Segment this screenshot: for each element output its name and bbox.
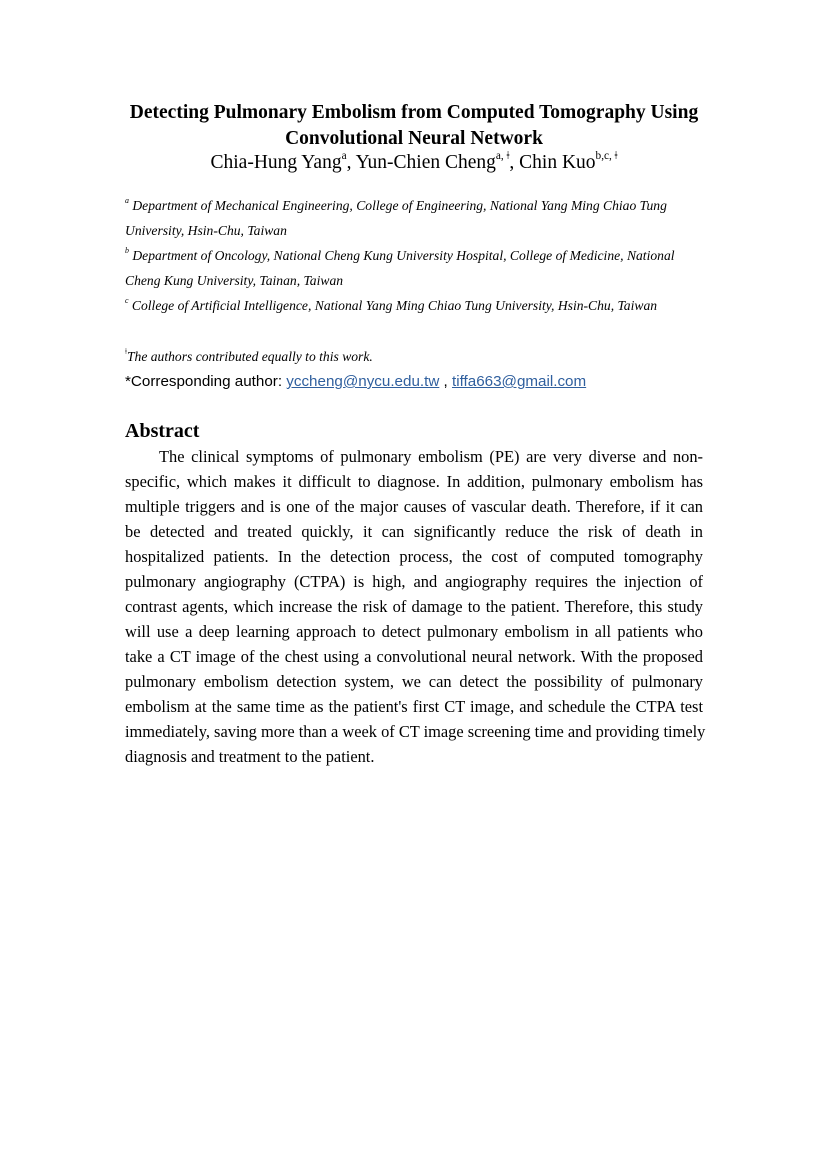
author-affiliation-mark: b,c, ǂ xyxy=(595,149,618,162)
author-name: Chin Kuo xyxy=(519,152,596,173)
note-mark: ǂ xyxy=(125,347,127,357)
title-line-2: Convolutional Neural Network xyxy=(285,128,543,149)
paper-title xyxy=(100,100,728,152)
email-separator: , xyxy=(439,373,452,390)
abstract-line: pulmonary embolism detection system, we can detect the possibility of pulmonary xyxy=(125,672,703,691)
abstract-line: The clinical symptoms of pulmonary embolism (PE) are very diverse and non- xyxy=(159,447,703,466)
abstract-line: hospitalized patients. In the detection process, the cost of computed tomography xyxy=(125,547,703,566)
affiliation-line xyxy=(125,293,715,318)
affiliation-line xyxy=(125,243,715,268)
author-name: Yun-Chien Cheng xyxy=(355,152,496,173)
affiliation-text: Department of Oncology, National Cheng Kung University Hospital, College of Medicine, National xyxy=(132,248,675,263)
affiliation-b xyxy=(125,243,715,293)
abstract-line: specific, which makes it difficult to diagnose. In addition, pulmonary embolism has xyxy=(125,472,703,491)
abstract-line: diagnosis and treatment to the patient. xyxy=(125,747,375,766)
email-link-yccheng[interactable]: yccheng@nycu.edu.tw xyxy=(286,373,440,390)
author-affiliation-mark: a xyxy=(341,149,347,162)
abstract-line: take a CT image of the chest using a convolutional neural network. With the proposed xyxy=(125,647,703,666)
affiliation-c xyxy=(125,293,715,318)
author-separator: , xyxy=(346,152,356,173)
affiliation-mark: a xyxy=(125,196,129,206)
equal-contribution-note xyxy=(125,344,373,369)
author-affiliation-mark: a, ǂ xyxy=(495,149,510,162)
abstract-line: contrast agents, which increase the risk of damage to the patient. Therefore, this study xyxy=(125,597,703,616)
corresponding-author xyxy=(125,369,586,394)
affiliation-text: College of Artificial Intelligence, National Yang Ming Chiao Tung University, Hsin-Chu, Taiwan xyxy=(131,298,658,313)
note-text: The authors contributed equally to this work. xyxy=(126,349,373,364)
affiliation-line xyxy=(125,193,715,218)
abstract-line: be detected and treated quickly, it can significantly reduce the risk of death in xyxy=(125,522,703,541)
abstract-body xyxy=(125,444,706,769)
abstract-line: will use a deep learning approach to detect pulmonary embolism in all patients who xyxy=(125,622,703,641)
affiliation-line: University, Hsin-Chu, Taiwan xyxy=(125,223,287,238)
author-separator: , xyxy=(509,152,520,173)
affiliation-mark: b xyxy=(125,246,129,256)
abstract-line: immediately, saving more than a week of CT image screening time and providing timely xyxy=(125,722,706,741)
abstract-line: embolism at the same time as the patient's first CT image, and schedule the CTPA test xyxy=(125,697,703,716)
abstract-heading: Abstract xyxy=(125,420,200,442)
email-link-tiffa663[interactable]: tiffa663@gmail.com xyxy=(451,373,587,390)
title-line-1: Detecting Pulmonary Embolism from Computed Tomography Using xyxy=(129,102,699,123)
affiliation-a xyxy=(125,193,715,243)
author-name: Chia-Hung Yang xyxy=(210,152,342,173)
affiliation-mark: c xyxy=(125,296,129,306)
affiliation-text: Department of Mechanical Engineering, College of Engineering, National Yang Ming Chiao Tung xyxy=(132,198,667,213)
abstract-line: multiple triggers and is one of the major causes of vascular death. Therefore, if it can xyxy=(125,497,703,516)
abstract-line: pulmonary angiography (CTPA) is high, and angiography requires the injection of xyxy=(125,572,703,591)
affiliation-line: Cheng Kung University, Tainan, Taiwan xyxy=(125,273,344,288)
author-list xyxy=(100,150,728,176)
corresponding-label: *Corresponding author: xyxy=(125,373,287,390)
